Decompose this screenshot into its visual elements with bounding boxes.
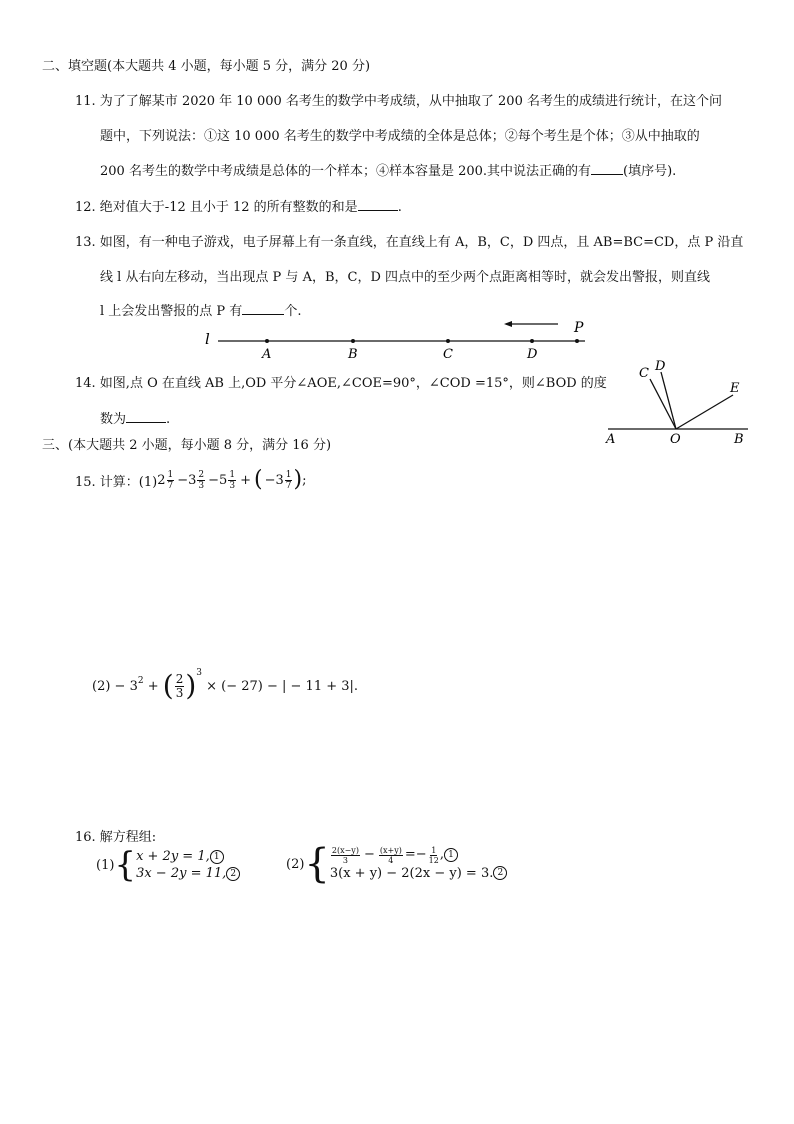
ray-OD — [661, 372, 676, 429]
f3-den: 12 — [428, 855, 439, 865]
q14-line2-end: . — [166, 412, 171, 427]
label-l: l — [205, 330, 210, 348]
label-C: C — [443, 347, 453, 362]
sys2-equations — [330, 846, 507, 883]
sys2-frac1 — [331, 846, 360, 865]
q14-line1: 14. 如图,点 O 在直线 AB 上,OD 平分∠AOE,∠COE=90°，∠COD =15°，则∠BOD 的度 — [75, 376, 607, 391]
label-A: A — [606, 432, 616, 447]
ray-OE — [676, 395, 733, 429]
q15-part1 — [75, 466, 306, 494]
q13-line3-end: 个. — [284, 304, 302, 319]
paren-open-2: ( — [162, 669, 174, 702]
part2-exp-3: 3 — [196, 668, 202, 678]
q16-label: 16. 解方程组: — [75, 830, 157, 845]
q14-line2-text: 数为 — [100, 412, 127, 427]
frac2-den: 3 — [198, 480, 205, 491]
sys1-tag: (1) — [96, 857, 115, 873]
q12-line — [75, 199, 402, 217]
label-A: A — [262, 347, 272, 362]
sys2-eq2 — [330, 865, 507, 883]
q13-answer-blank[interactable] — [242, 314, 284, 315]
q13-line3-text: l 上会发出警报的点 P 有 — [100, 304, 243, 319]
frac1-num: 1 — [167, 469, 174, 480]
sys2-frac2 — [379, 846, 403, 865]
q13-line1: 13. 如图，有一种电子游戏，电子屏幕上有一条直线，在直线上有 A，B，C，D 四点，且 AB=BC=CD，点 P 沿直 — [75, 235, 744, 250]
sys1-eq2 — [136, 865, 240, 882]
part2-rest: × (− 27) − | − 11 + 3|. — [202, 678, 359, 694]
sys2-eq-minus: =− — [404, 847, 427, 862]
fraction-4 — [285, 470, 293, 491]
circled-number-1: 1 — [444, 848, 458, 862]
plus-sign: + — [240, 472, 251, 488]
circled-number-2: 2 — [493, 866, 507, 880]
point-B — [351, 339, 355, 343]
brace-icon: { — [304, 841, 330, 887]
q14-angle-figure — [600, 355, 760, 447]
ray-OC — [650, 379, 676, 429]
arrowhead-icon — [504, 321, 512, 327]
q11-line3 — [100, 163, 676, 181]
fraction-2-3 — [175, 673, 185, 700]
frac4-den: 7 — [285, 480, 292, 491]
part2-exp-2: 2 — [137, 676, 144, 686]
q11-line3-end: (填序号). — [623, 164, 677, 179]
q12-text: 12. 绝对值大于-12 且小于 12 的所有整数的和是 — [75, 200, 358, 215]
f2-num: (x+y) — [379, 845, 402, 855]
q16-system2 — [286, 841, 507, 887]
circled-number-2: 2 — [226, 867, 240, 881]
q11-line2: 题中，下列说法：①这 10 000 名考生的数学中考成绩的全体是总体；②每个考生是个体；③从中抽取的 — [100, 129, 700, 144]
q15-label: 15. 计算：(1) — [75, 474, 158, 490]
frac-den: 3 — [175, 685, 184, 700]
sys2-comma: , — [439, 847, 444, 862]
label-O: O — [670, 432, 681, 447]
frac1-den: 7 — [167, 480, 174, 491]
point-A — [265, 339, 269, 343]
fraction-2 — [197, 470, 205, 491]
point-P — [575, 339, 579, 343]
frac3-den: 3 — [229, 480, 236, 491]
mixed-whole-1: 2 — [157, 472, 166, 488]
semicolon: ; — [302, 472, 307, 488]
label-B: B — [348, 347, 358, 362]
point-D — [530, 339, 534, 343]
label-P: P — [574, 320, 584, 336]
sys1-eq1-text: x + 2y = 1, — [136, 849, 210, 864]
sys2-frac3 — [429, 846, 439, 865]
fraction-3 — [228, 470, 236, 491]
paren-close: ) — [293, 467, 303, 492]
q12-answer-blank[interactable] — [358, 210, 398, 211]
circled-number-1: 1 — [210, 850, 224, 864]
sys1-eq2-text: 3x − 2y = 11, — [136, 866, 227, 881]
q12-end: . — [397, 200, 402, 215]
sys1-eq1 — [136, 848, 240, 865]
label-C: C — [639, 366, 649, 381]
q14-answer-blank[interactable] — [126, 422, 166, 423]
term-2-whole: −3 — [177, 472, 197, 488]
f1-num: 2(x−y) — [331, 845, 359, 855]
frac4-num: 1 — [285, 469, 292, 480]
q11-line3-text: 200 名考生的数学中考成绩是总体的一个样本；④样本容量是 200.其中说法正确的有 — [100, 164, 592, 179]
frac3-num: 1 — [229, 469, 236, 480]
sys2-eq1 — [330, 846, 507, 865]
q14-line2 — [100, 411, 170, 429]
q11-line1: 11. 为了了解某市 2020 年 10 000 名考生的数学中考成绩，从中抽取了 200 名考生的成绩进行统计，在这个问 — [75, 94, 722, 109]
q13-line2: 线 l 从右向左移动，当出现点 P 与 A，B，C，D 四点中的至少两个点距离相等时，就会发出警报，则直线 — [100, 270, 711, 285]
frac2-num: 2 — [198, 469, 205, 480]
paren-open: ( — [253, 467, 263, 492]
term-4-whole: −3 — [264, 472, 284, 488]
fraction-1 — [167, 470, 175, 491]
sys1-equations — [136, 848, 240, 882]
q15-part2 — [92, 668, 358, 704]
label-E: E — [730, 381, 740, 396]
section2-heading: 二、填空题(本大题共 4 小题，每小题 5 分，满分 20 分) — [42, 59, 371, 74]
part2-start: (2) − 3 — [92, 678, 138, 694]
q11-answer-blank[interactable] — [591, 174, 623, 175]
term-3-whole: −5 — [208, 472, 228, 488]
paren-close-2: ) — [185, 669, 197, 702]
sys2-minus: − — [363, 847, 375, 862]
part2-plus: + — [143, 678, 163, 694]
sys2-eq2-text: 3(x + y) − 2(2x − y) = 3. — [329, 865, 494, 881]
section3-heading: 三、(本大题共 2 小题，每小题 8 分，满分 16 分) — [42, 438, 332, 453]
q16-system1 — [96, 845, 240, 885]
brace-icon: { — [114, 845, 137, 885]
f2-den: 4 — [388, 855, 394, 865]
q13-line-figure — [200, 316, 600, 362]
sys2-tag: (2) — [286, 856, 305, 872]
label-B: B — [734, 432, 744, 447]
label-D: D — [655, 359, 666, 374]
label-D: D — [527, 347, 538, 362]
frac-num: 2 — [175, 671, 184, 686]
f1-den: 3 — [342, 855, 348, 865]
point-C — [446, 339, 450, 343]
f3-num: 1 — [431, 845, 437, 855]
